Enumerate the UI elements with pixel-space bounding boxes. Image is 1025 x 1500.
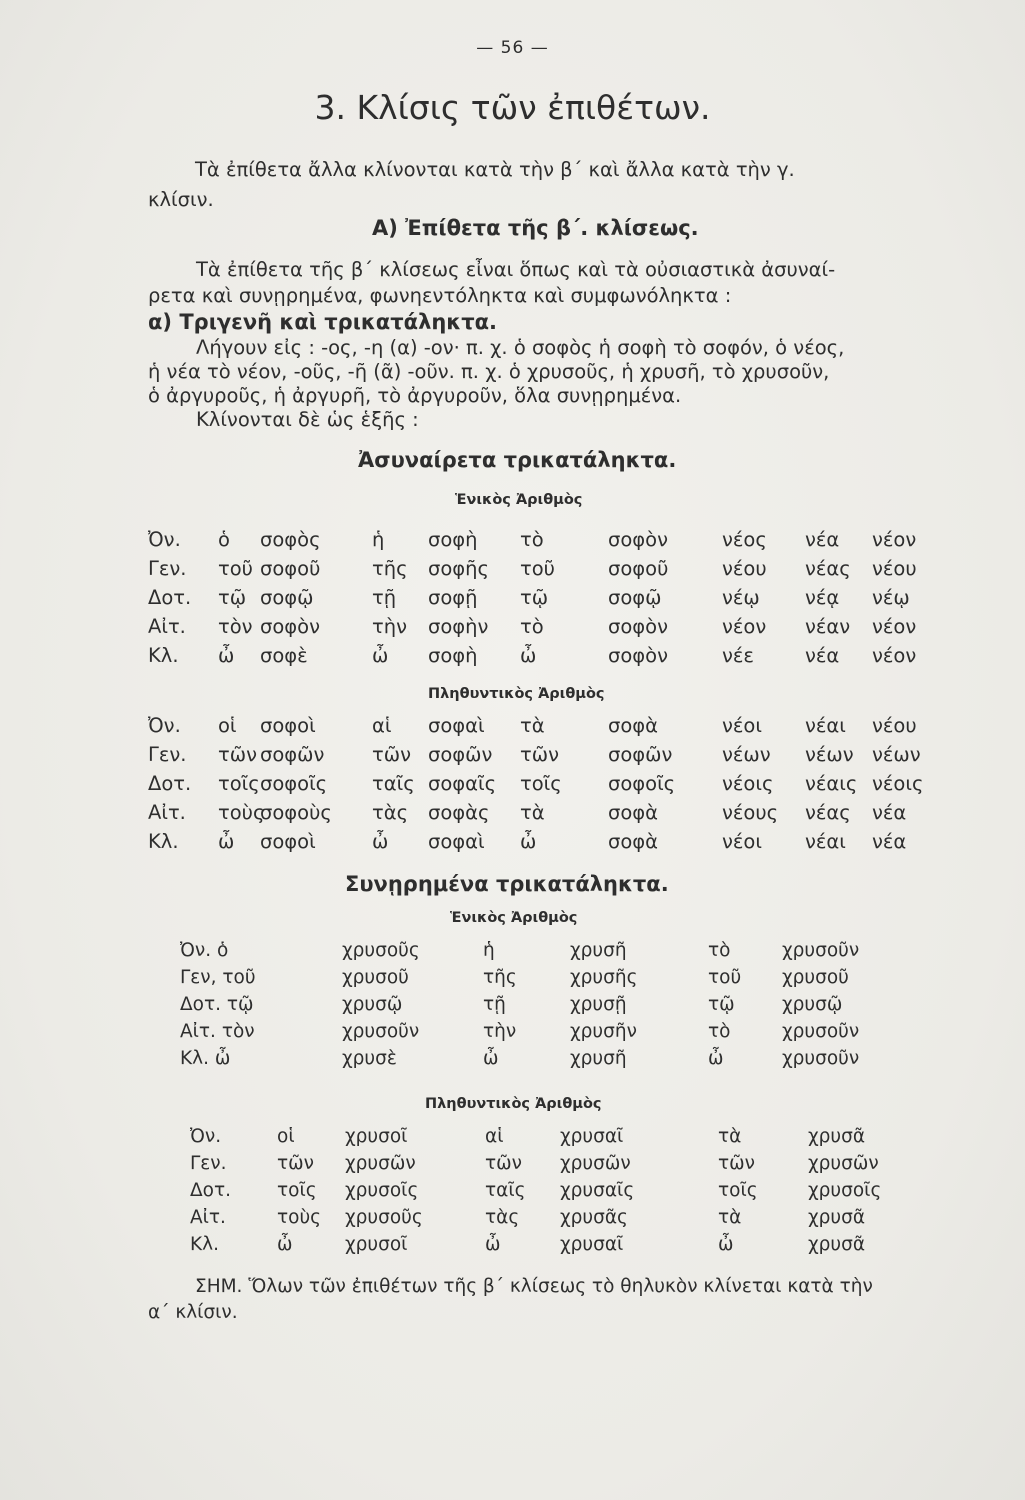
table-cell: Γεν. — [148, 557, 187, 580]
table-cell: τὴν — [372, 615, 407, 638]
table-cell: σοφοῖς — [260, 772, 328, 795]
table-row — [0, 801, 1025, 829]
table-cell: σοφῇ — [428, 586, 478, 609]
table-cell: χρυσοῖς — [808, 1180, 882, 1201]
table-cell: χρυσῆ — [570, 940, 627, 961]
table1-title: Ἀσυναίρετα τρικατάληκτα. — [358, 448, 677, 472]
table-cell: σοφαὶ — [428, 714, 485, 737]
table-row — [0, 1126, 1025, 1154]
table-cell: νέου — [722, 557, 767, 580]
table-cell: ὦ — [372, 644, 389, 667]
table-cell: νέα — [805, 528, 840, 551]
table-cell: νέαν — [805, 615, 851, 638]
table-cell: σοφοῦ — [608, 557, 669, 580]
table-cell: Κλ. ὦ — [180, 1048, 231, 1069]
table-cell: τὰ — [718, 1126, 742, 1147]
table-cell: τῷ — [708, 994, 735, 1015]
table-cell: Ὀν. ὁ — [180, 940, 229, 961]
table-cell: νέος — [722, 528, 767, 551]
table-cell: ὦ — [483, 1048, 499, 1069]
table-cell: τὸ — [520, 615, 544, 638]
table-cell: νέου — [872, 714, 917, 737]
table-cell: τὰς — [372, 801, 409, 824]
table-cell: Αἰτ. — [190, 1207, 226, 1228]
table-cell: Ὀν. — [148, 528, 181, 551]
table-row — [0, 1234, 1025, 1262]
table-cell: χρυσῶν — [808, 1153, 879, 1174]
table-cell: νέων — [722, 743, 771, 766]
table-cell: χρυσῶν — [560, 1153, 631, 1174]
table-row — [0, 772, 1025, 800]
table-cell: ὦ — [372, 830, 389, 853]
table-cell: τῷ — [520, 586, 549, 609]
endings-line-2: ἡ νέα τὸ νέον, -οῦς, -ῆ (ᾶ) -οῦν. π. χ. ὁ χρυσοῦς, ἡ χρυσῆ, τὸ χρυσοῦν, — [148, 360, 830, 383]
section-a-heading: Α) Ἐπίθετα τῆς β΄. κλίσεως. — [372, 216, 699, 240]
table-cell: οἱ — [277, 1126, 295, 1147]
endings-line-4: Κλίνονται δὲ ὡς ἑξῆς : — [196, 408, 419, 431]
table-cell: ὦ — [277, 1234, 293, 1255]
table-cell: αἱ — [485, 1126, 504, 1147]
table-row — [0, 967, 1025, 995]
table-cell: τοῦ — [520, 557, 555, 580]
table-cell: τὴν — [483, 1021, 517, 1042]
table-cell: τῆς — [372, 557, 408, 580]
table-cell: χρυσᾶ — [808, 1234, 866, 1255]
table-cell: Κλ. — [190, 1234, 219, 1255]
table-cell: τῶν — [520, 743, 559, 766]
table-cell: σοφῶν — [608, 743, 673, 766]
note-line-1: ΣΗΜ. Ὅλων τῶν ἐπιθέτων τῆς β΄ κλίσεως τὸ θηλυκὸν κλίνεται κατὰ τὴν — [195, 1276, 873, 1297]
table-cell: σοφὸν — [260, 615, 320, 638]
table-cell: ταῖς — [485, 1180, 526, 1201]
table-cell: χρυσαῖς — [560, 1180, 635, 1201]
table-cell: νέων — [872, 743, 921, 766]
table-cell: νέαι — [805, 714, 846, 737]
table-cell: νέαις — [805, 772, 858, 795]
table-cell: τὸ — [708, 1021, 731, 1042]
table-cell: χρυσῇ — [570, 994, 627, 1015]
table-cell: νέας — [805, 801, 851, 824]
section-a-line-2: ρετα καὶ συνῃρημένα, φωνηεντόληκτα καὶ συμφωνόληκτα : — [148, 284, 732, 307]
intro-line-2: κλίσιν. — [148, 188, 214, 211]
table-cell: ὁ — [218, 528, 230, 551]
table-cell: σοφῆς — [428, 557, 489, 580]
table-cell: σοφαὶ — [428, 830, 485, 853]
table-cell: τοῖς — [718, 1180, 758, 1201]
table-row — [0, 644, 1025, 672]
table-cell: τοὺς — [218, 801, 265, 824]
table-cell: αἱ — [372, 714, 392, 737]
table-cell: χρυσῆς — [570, 967, 638, 988]
table-cell: τῇ — [372, 586, 397, 609]
page-number: — 56 — — [476, 38, 549, 58]
intro-line-1: Τὰ ἐπίθετα ἄλλα κλίνονται κατὰ τὴν β΄ καὶ ἄλλα κατὰ τὴν γ. — [195, 158, 795, 181]
table-cell: Δοτ. — [148, 772, 192, 795]
table-cell: σοφοῦ — [260, 557, 321, 580]
table1-singular-header: Ἑνικὸς Ἀριθμὸς — [455, 492, 583, 508]
table-cell: ὦ — [218, 644, 235, 667]
table2-title: Συνῃρημένα τρικατάληκτα. — [345, 872, 669, 896]
table2-plural-header: Πληθυντικὸς Ἀριθμὸς — [425, 1096, 602, 1112]
table-row — [0, 1021, 1025, 1049]
table-cell: Δοτ. — [148, 586, 192, 609]
table-cell: τῶν — [277, 1153, 314, 1174]
table-cell: χρυσοῖ — [345, 1126, 408, 1147]
table-row — [0, 1180, 1025, 1208]
table-cell: σοφὸς — [260, 528, 321, 551]
table-cell: νέοις — [872, 772, 924, 795]
table-cell: χρυσαῖ — [560, 1234, 624, 1255]
table-row — [0, 830, 1025, 858]
table-cell: νέου — [872, 557, 917, 580]
table-cell: νέων — [805, 743, 854, 766]
table-cell: χρυσὲ — [342, 1048, 397, 1069]
table-cell: νέοις — [722, 772, 774, 795]
table-cell: τοῖς — [277, 1180, 317, 1201]
table-cell: νέε — [722, 644, 754, 667]
endings-line-3: ὁ ἀργυροῦς, ἡ ἀργυρῆ, τὸ ἀργυροῦν, ὅλα συνῃρημένα. — [148, 384, 682, 407]
table-cell: σοφὴ — [428, 644, 478, 667]
table-cell: ὦ — [485, 1234, 501, 1255]
page-title: 3. Κλίσις τῶν ἐπιθέτων. — [314, 88, 711, 127]
table-cell: τῶν — [718, 1153, 755, 1174]
table-cell: ὦ — [520, 644, 537, 667]
table-cell: Κλ. — [148, 644, 179, 667]
table-cell: ἡ — [372, 528, 385, 551]
table-cell: σοφῶν — [428, 743, 493, 766]
table-cell: νέον — [722, 615, 767, 638]
table-cell: νέα — [805, 644, 840, 667]
endings-line-1: Λήγουν εἰς : -ος, -η (α) -ον· π. χ. ὁ σοφὸς ἡ σοφὴ τὸ σοφόν, ὁ νέος, — [196, 336, 845, 359]
table-cell: Αἰτ. — [148, 801, 186, 824]
table-cell: σοφῷ — [260, 586, 314, 609]
table-row — [0, 1207, 1025, 1235]
table-row — [0, 994, 1025, 1022]
table-row — [0, 586, 1025, 614]
table1-plural-header: Πληθυντικὸς Ἀριθμὸς — [428, 686, 605, 702]
table-cell: τὰ — [520, 714, 545, 737]
table-cell: Δοτ. τῷ — [180, 994, 254, 1015]
table-cell: χρυσοῦν — [782, 1048, 860, 1069]
table-cell: σοφῶν — [260, 743, 325, 766]
table-cell: Ὀν. — [148, 714, 181, 737]
table-cell: νέῳ — [872, 586, 910, 609]
table-cell: ἡ — [483, 940, 495, 961]
table-cell: τοὺς — [277, 1207, 322, 1228]
table-cell: τῇ — [483, 994, 506, 1015]
table-cell: σοφὰ — [608, 801, 659, 824]
table-cell: Γεν, τοῦ — [180, 967, 256, 988]
table-cell: σοφὴ — [428, 528, 478, 551]
section-a-line-1: Τὰ ἐπίθετα τῆς β΄ κλίσεως εἶναι ὅπως καὶ τὰ οὐσιαστικὰ ἀσυναί- — [196, 258, 836, 281]
table-cell: Γεν. — [190, 1153, 227, 1174]
table-cell: χρυσῆ — [570, 1048, 627, 1069]
table-cell: νέον — [872, 528, 917, 551]
table-cell: χρυσῷ — [342, 994, 403, 1015]
table-cell: τοῦ — [218, 557, 253, 580]
table-cell: τὰς — [485, 1207, 520, 1228]
table-cell: σοφὸν — [608, 615, 668, 638]
table-cell: νέοι — [722, 830, 762, 853]
table-cell: χρυσοῦ — [782, 967, 849, 988]
table-cell: τὸ — [520, 528, 544, 551]
table-cell: σοφὰ — [608, 830, 659, 853]
table-cell: Αἰτ. τὸν — [180, 1021, 255, 1042]
table-cell: τῶν — [372, 743, 411, 766]
table-cell: χρυσοῦν — [342, 1021, 420, 1042]
table-row — [0, 528, 1025, 556]
table-cell: ὦ — [718, 1234, 734, 1255]
table-cell: σοφὴν — [428, 615, 489, 638]
table-cell: νέον — [872, 644, 917, 667]
note-line-2: α΄ κλίσιν. — [148, 1302, 238, 1323]
table-cell: τοῖς — [218, 772, 260, 795]
table-row — [0, 1153, 1025, 1181]
table-row — [0, 1048, 1025, 1076]
table-cell: νέας — [805, 557, 851, 580]
table-cell: τῷ — [218, 586, 247, 609]
table-cell: νέους — [722, 801, 779, 824]
table-row — [0, 714, 1025, 742]
table-cell: σοφοὶ — [260, 714, 316, 737]
table-cell: χρυσᾶ — [808, 1207, 866, 1228]
table-cell: τοῖς — [520, 772, 562, 795]
table-cell: οἱ — [218, 714, 237, 737]
table-cell: τῶν — [485, 1153, 522, 1174]
table-cell: νέαι — [805, 830, 846, 853]
table-cell: σοφοὶ — [260, 830, 316, 853]
table-cell: σοφὲ — [260, 644, 308, 667]
table-cell: σοφὸν — [608, 528, 668, 551]
table-cell: σοφοὺς — [260, 801, 332, 824]
table-cell: νέῳ — [722, 586, 760, 609]
table-cell: σοφὰς — [428, 801, 490, 824]
table-cell: ταῖς — [372, 772, 415, 795]
table-row — [0, 557, 1025, 585]
table-cell: χρυσοῖ — [345, 1234, 408, 1255]
table2-singular-header: Ἑνικὸς Ἀριθμὸς — [450, 910, 578, 926]
table-cell: Κλ. — [148, 830, 179, 853]
table-cell: Ὀν. — [190, 1126, 222, 1147]
table-row — [0, 940, 1025, 968]
table-cell: σοφῷ — [608, 586, 662, 609]
table-cell: νέα — [872, 830, 907, 853]
table-cell: χρυσοῖς — [345, 1180, 419, 1201]
table-cell: νέοι — [722, 714, 762, 737]
table-cell: χρυσαῖ — [560, 1126, 624, 1147]
table-cell: σοφὸν — [608, 644, 668, 667]
table-cell: σοφοῖς — [608, 772, 676, 795]
table-cell: Δοτ. — [190, 1180, 231, 1201]
table-row — [0, 743, 1025, 771]
table-cell: νέᾳ — [805, 586, 840, 609]
table-cell: σοφὰ — [608, 714, 659, 737]
table-cell: σοφαῖς — [428, 772, 497, 795]
table-cell: χρυσῷ — [782, 994, 843, 1015]
table-cell: ὦ — [520, 830, 537, 853]
table-cell: χρυσοῦν — [782, 940, 860, 961]
table-cell: ὦ — [708, 1048, 724, 1069]
table-cell: νέα — [872, 801, 907, 824]
table-cell: τῶν — [218, 743, 257, 766]
table-cell: χρυσοῦς — [345, 1207, 423, 1228]
table-cell: τὸν — [218, 615, 253, 638]
table-cell: τῆς — [483, 967, 517, 988]
table-cell: χρυσᾶς — [560, 1207, 628, 1228]
table-cell: χρυσοῦ — [342, 967, 409, 988]
table-cell: τὰ — [520, 801, 545, 824]
table-cell: Αἰτ. — [148, 615, 186, 638]
table-cell: τοῦ — [708, 967, 742, 988]
subsection-heading: α) Τριγενῆ καὶ τρικατάληκτα. — [148, 310, 498, 334]
table-cell: Γεν. — [148, 743, 187, 766]
table-cell: νέον — [872, 615, 917, 638]
table-cell: χρυσοῦς — [342, 940, 420, 961]
table-cell: ὦ — [218, 830, 235, 853]
table-cell: χρυσῆν — [570, 1021, 637, 1042]
table-row — [0, 615, 1025, 643]
table-cell: τὸ — [708, 940, 731, 961]
table-cell: χρυσᾶ — [808, 1126, 866, 1147]
table-cell: χρυσῶν — [345, 1153, 416, 1174]
table-cell: χρυσοῦν — [782, 1021, 860, 1042]
table-cell: τὰ — [718, 1207, 742, 1228]
